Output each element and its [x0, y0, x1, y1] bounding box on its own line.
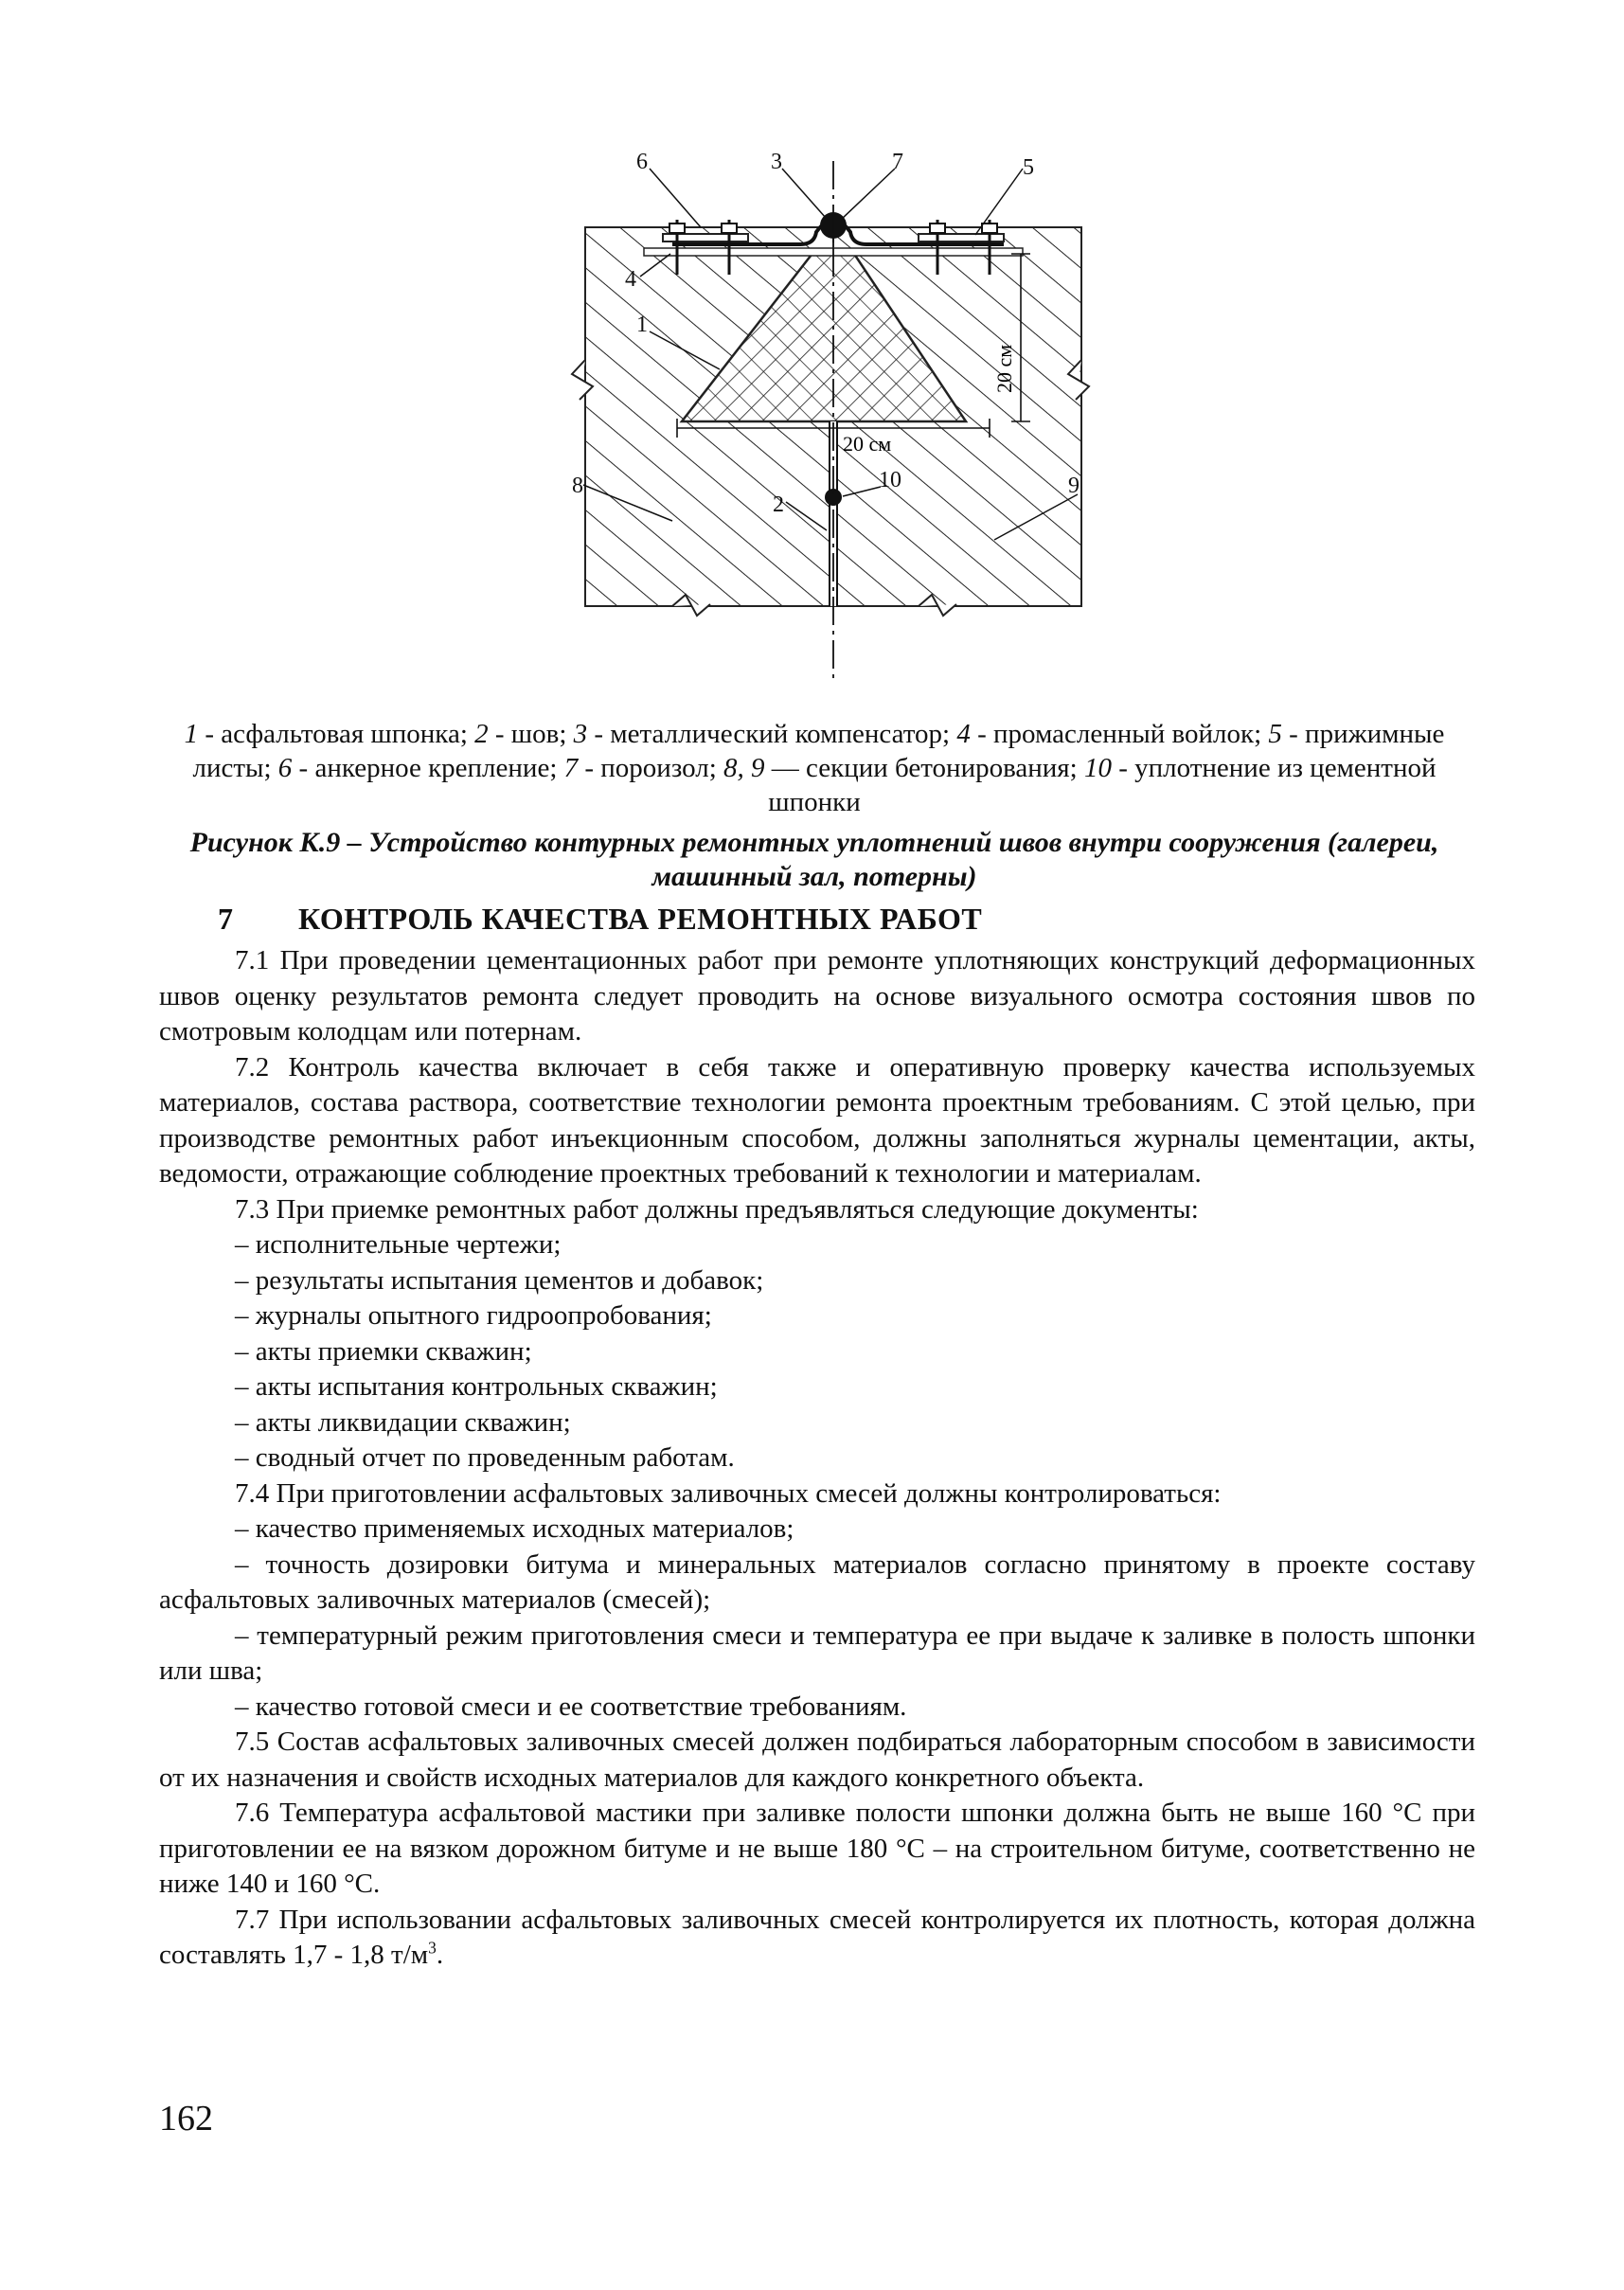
- list-item: – качество готовой смеси и ее соответствие требованиям.: [235, 1691, 907, 1722]
- legend-text-8-9: — секции бетонирования;: [764, 753, 1084, 783]
- list-item: – сводный отчет по проведенным работам.: [235, 1442, 735, 1473]
- legend-text-2: - шов;: [488, 719, 574, 749]
- paragraph-7-6: 7.6 Температура асфальтовой мастики при заливке полости шпонки должна быть не выше 160 °С при приготовлении ее на вязком дорожном битуме и не выше 180 °С – на строительном битуме, соответственно не ниже 140 и 160 °С.: [159, 1798, 1475, 1899]
- legend-num-6: 6: [277, 753, 293, 783]
- legend-num-1: 1: [184, 719, 199, 749]
- paragraph-7-7-sup: 3: [428, 1938, 437, 1958]
- leader-5: [975, 169, 1023, 235]
- list-item: – исполнительные чертежи;: [235, 1229, 562, 1260]
- leader-6: [650, 169, 701, 227]
- list-item: – акты приемки скважин;: [235, 1335, 532, 1367]
- legend-text-1: - асфальтовая шпонка;: [198, 719, 475, 749]
- label-4: 4: [625, 267, 636, 292]
- dimension-horizontal-label: 20 см: [843, 432, 892, 456]
- list-item: – результаты испытания цементов и добавок;: [235, 1264, 764, 1296]
- legend-text-3: - металлический компенсатор;: [587, 719, 957, 749]
- label-5: 5: [1023, 155, 1034, 180]
- paragraph-7-4: 7.4 При приготовлении асфальтовых заливочных смесей должны контролироваться:: [235, 1477, 1222, 1509]
- paragraph-7-7-text: 7.7 При использовании асфальтовых заливочных смесей контролируется их плотность, которая должна составлять 1,7 - 1,8 т/м: [159, 1904, 1475, 1970]
- legend-text-7: - пороизол;: [578, 753, 724, 783]
- list-item: – акты испытания контрольных скважин;: [235, 1371, 718, 1402]
- page-number: 162: [159, 2099, 213, 2138]
- section-title: КОНТРОЛЬ КАЧЕСТВА РЕМОНТНЫХ РАБОТ: [298, 902, 983, 936]
- figure-title: Рисунок К.9 – Устройство контурных ремонтных уплотнений швов внутри сооружения (галереи, машинный зал, потерны): [189, 827, 1439, 892]
- label-10: 10: [879, 468, 901, 492]
- paragraph-7-2: 7.2 Контроль качества включает в себя также и оперативную проверку качества используемых материалов, состава раствора, соответствие технологии ремонта проектным требованиям. С этой целью, при производстве ремонтных работ инъекционным способом, должны заполняться журналы цементации, акты, ведомости, отражающие соблюдение проектных требований к технологии и материалам.: [159, 1051, 1475, 1189]
- section-heading: [218, 902, 982, 937]
- label-7: 7: [892, 150, 903, 174]
- legend-num-8-9: 8, 9: [723, 753, 765, 783]
- section-number: 7: [218, 902, 234, 936]
- joint-seal-diagram: [559, 142, 1080, 691]
- legend-num-4: 4: [956, 719, 971, 749]
- paragraph-7-7: [159, 1903, 1475, 1974]
- paragraph-7-7-end: .: [436, 1940, 444, 1970]
- list-item: – качество применяемых исходных материалов;: [235, 1513, 794, 1544]
- label-3: 3: [771, 150, 782, 174]
- legend-text-10: - уплотнение из цементной шпонки: [768, 753, 1437, 817]
- legend-num-2: 2: [474, 719, 489, 749]
- list-item: – акты ликвидации скважин;: [235, 1406, 571, 1438]
- paragraph-7-5: 7.5 Состав асфальтовых заливочных смесей должен подбираться лабораторным способом в зависимости от их назначения и свойств исходных материалов для каждого конкретного объекта.: [159, 1726, 1475, 1793]
- label-6: 6: [636, 150, 648, 174]
- list-item: – температурный режим приготовления смеси и температура ее при выдаче к заливке в полость шпонки или шва;: [159, 1619, 1475, 1686]
- legend-text-5: - прижимные листы;: [192, 719, 1445, 783]
- dimension-vertical-label: 20 см: [992, 344, 1016, 393]
- label-1: 1: [636, 313, 648, 337]
- figure-legend: [161, 717, 1468, 819]
- legend-num-3: 3: [573, 719, 588, 749]
- label-2: 2: [773, 492, 784, 517]
- legend-num-5: 5: [1268, 719, 1282, 749]
- paragraph-7-1: 7.1 При проведении цементационных работ при ремонте уплотняющих конструкций деформационных швов оценку результатов ремонта следует проводить на основе визуального осмотра состояния швов по смотровым колодцам или потернам.: [159, 945, 1475, 1047]
- legend-text-6: - анкерное крепление;: [292, 753, 564, 783]
- legend-text-4: - промасленный войлок;: [970, 719, 1269, 749]
- leader-3: [782, 169, 826, 218]
- label-9: 9: [1068, 474, 1080, 498]
- label-8: 8: [572, 474, 583, 498]
- legend-num-10: 10: [1083, 753, 1112, 783]
- list-item: – точность дозировки битума и минеральных материалов согласно принятому в проекте составу асфальтовых заливочных материалов (смесей);: [159, 1548, 1475, 1615]
- leader-7: [841, 169, 895, 220]
- legend-num-7: 7: [563, 753, 579, 783]
- list-item: – журналы опытного гидроопробования;: [235, 1300, 712, 1331]
- paragraph-7-3: 7.3 При приемке ремонтных работ должны предъявляться следующие документы:: [235, 1193, 1199, 1225]
- body-text: [159, 943, 1475, 1974]
